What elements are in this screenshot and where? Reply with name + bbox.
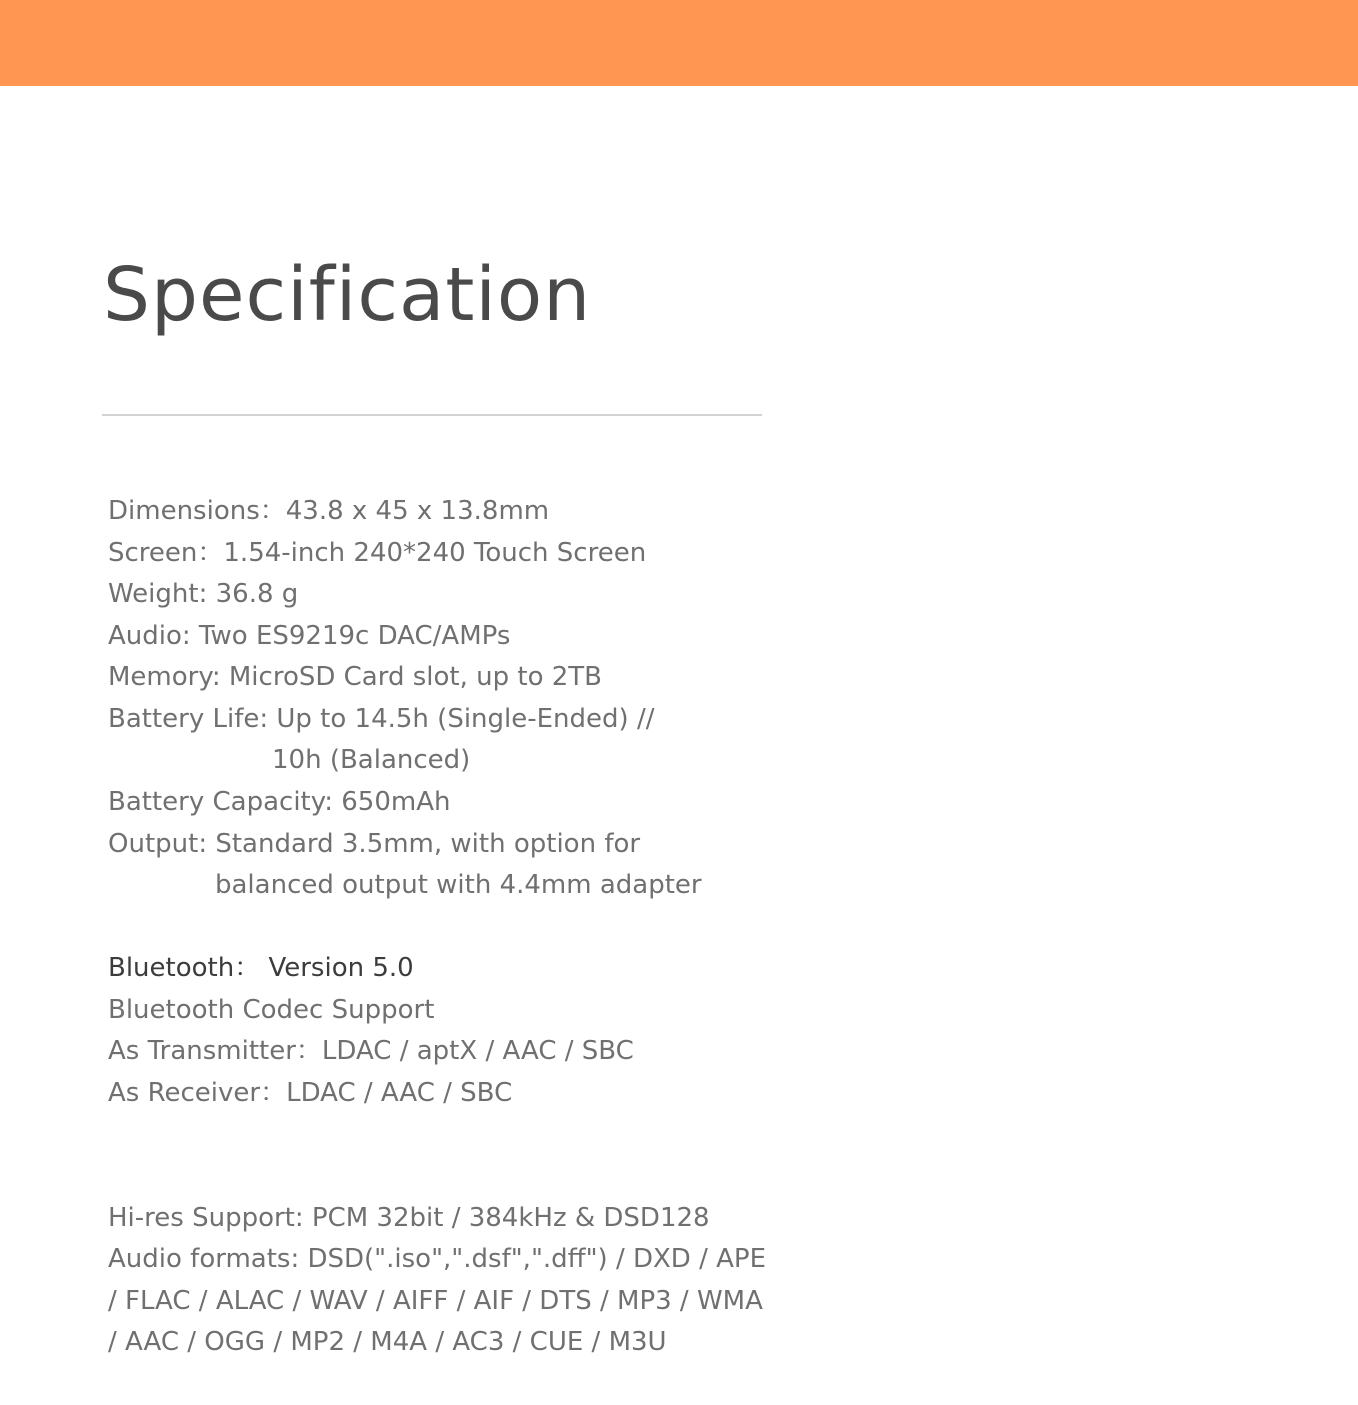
- title-divider: [102, 414, 762, 416]
- spec-memory: Memory: MicroSD Card slot, up to 2TB: [108, 662, 602, 692]
- hires-support: Hi-res Support: PCM 32bit / 384kHz & DSD128: [108, 1203, 710, 1233]
- page-title: Specification: [103, 252, 592, 338]
- spec-weight: Weight: 36.8 g: [108, 579, 299, 609]
- bluetooth-version: Bluetooth： Version 5.0: [108, 953, 414, 983]
- audio-formats-line-2: / FLAC / ALAC / WAV / AIFF / AIF / DTS / MP3 / WMA: [108, 1286, 763, 1316]
- spec-battery-life-continued: 10h (Balanced): [272, 745, 471, 775]
- bluetooth-codec-support: Bluetooth Codec Support: [108, 995, 435, 1025]
- spec-output-continued: balanced output with 4.4mm adapter: [215, 870, 702, 900]
- spec-battery-capacity: Battery Capacity: 650mAh: [108, 787, 451, 817]
- audio-formats-line-1: Audio formats: DSD(".iso",".dsf",".dff") / DXD / APE: [108, 1244, 767, 1274]
- spec-dimensions: Dimensions：43.8 x 45 x 13.8mm: [108, 496, 550, 526]
- top-accent-bar: [0, 0, 1358, 86]
- spec-screen: Screen：1.54-inch 240*240 Touch Screen: [108, 538, 647, 568]
- bluetooth-transmitter: As Transmitter：LDAC / aptX / AAC / SBC: [108, 1036, 634, 1066]
- bluetooth-receiver: As Receiver：LDAC / AAC / SBC: [108, 1078, 513, 1108]
- spec-audio: Audio: Two ES9219c DAC/AMPs: [108, 621, 511, 651]
- audio-formats-line-3: / AAC / OGG / MP2 / M4A / AC3 / CUE / M3U: [108, 1327, 667, 1357]
- spec-output: Output: Standard 3.5mm, with option for: [108, 829, 641, 859]
- spec-battery-life: Battery Life: Up to 14.5h (Single-Ended) //: [108, 704, 655, 734]
